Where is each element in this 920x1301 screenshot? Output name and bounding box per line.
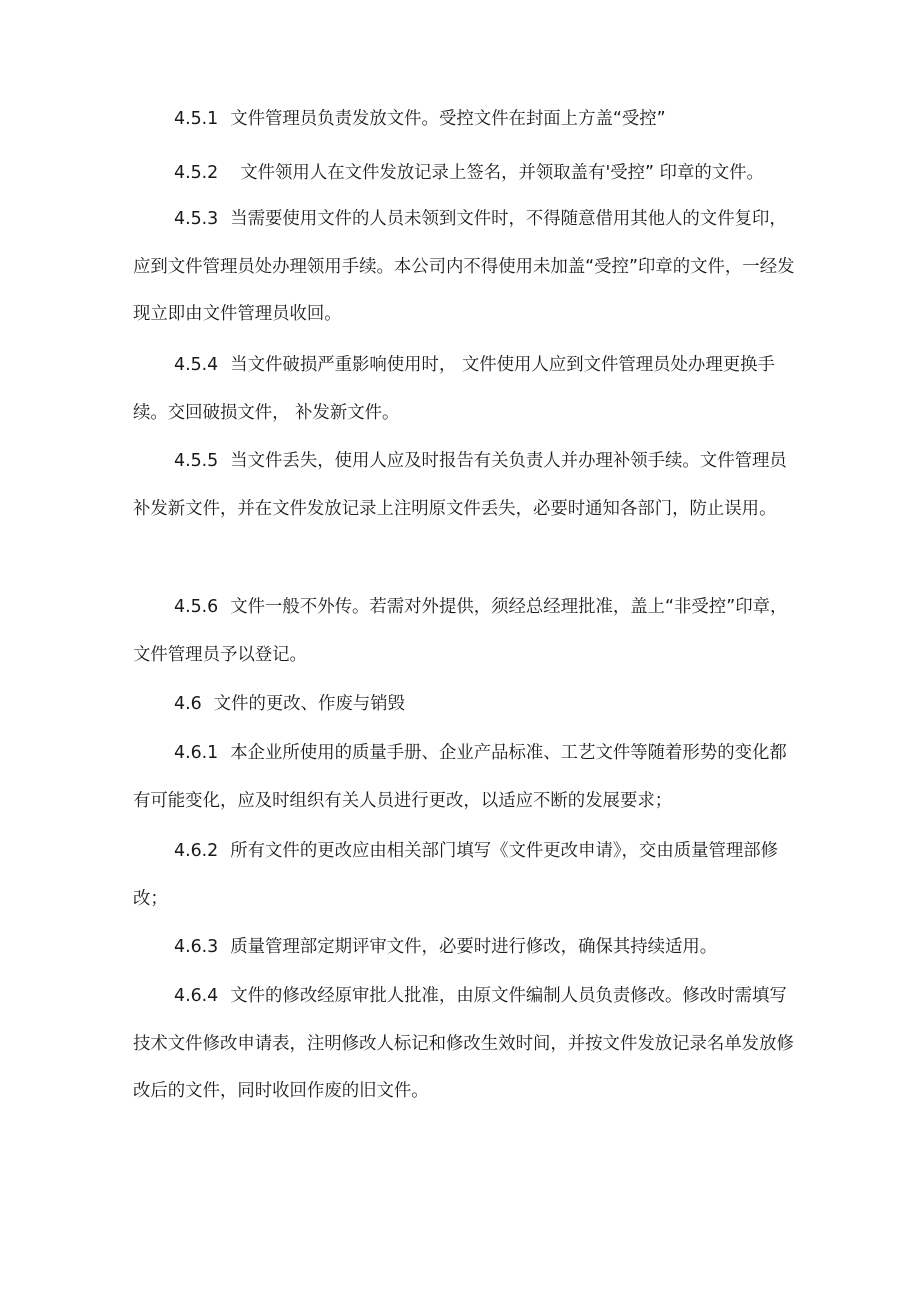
paragraph-text: 当文件破损严重影响使用时， 文件使用人应到文件管理员处办理更换手续。交回破损文件， 补发新文件。 [133, 355, 775, 423]
paragraph-text: 当需要使用文件的人员未领到文件时，不得随意借用其他人的文件复印，应到文件管理员处办理领用手续。本公司内不得使用未加盖“受控”印章的文件，一经发现立即由文件管理员收回。 [133, 209, 795, 324]
section-number: 4.5.4 [174, 355, 219, 375]
section-number: 4.6.3 [174, 937, 219, 957]
paragraph-text: 当文件丢失，使用人应及时报告有关负责人并办理补领手续。文件管理员补发新文件，并在文件发放记录上注明原文件丢失，必要时通知各部门，防止误用。 [133, 451, 787, 519]
paragraph-4-6-4 [133, 973, 795, 1116]
section-number: 4.6.2 [174, 841, 219, 861]
paragraph-4-5-1 [133, 96, 795, 144]
paragraph-4-5-2 [133, 150, 795, 198]
paragraph-text: 本企业所使用的质量手册、企业产品标准、工艺文件等随着形势的变化都有可能变化，应及时组织有关人员进行更改，以适应不断的发展要求； [133, 743, 787, 811]
paragraph-4-6-2 [133, 828, 795, 923]
paragraph-text: 质量管理部定期评审文件，必要时进行修改，确保其持续适用。 [230, 937, 718, 957]
paragraph-text: 文件领用人在文件发放记录上签名，并领取盖有'受控” 印章的文件。 [240, 163, 764, 183]
section-number: 4.5.6 [174, 597, 219, 617]
section-number: 4.5.2 [174, 163, 219, 183]
paragraph-text: 文件管理员负责发放文件。受控文件在封面上方盖“受控” [230, 109, 666, 129]
section-number: 4.6 [174, 694, 202, 714]
paragraph-text: 文件一般不外传。若需对外提供，须经总经理批准，盖上“非受控”印章，文件管理员予以登记。 [133, 597, 788, 665]
section-number: 4.5.3 [174, 209, 219, 229]
paragraph-4-5-3 [133, 196, 795, 339]
section-number: 4.5.5 [174, 451, 219, 471]
paragraph-text: 文件的修改经原审批人批准，由原文件编制人员负责修改。修改时需填写技术文件修改申请表，注明修改人标记和修改生效时间，并按文件发放记录名单发放修改后的文件，同时收回作废的旧文件。 [133, 986, 794, 1101]
section-title: 文件的更改、作废与销毁 [213, 694, 405, 714]
section-heading-4-6 [133, 681, 795, 729]
paragraph-4-5-4 [133, 342, 795, 437]
paragraph-4-5-5 [133, 438, 795, 533]
paragraph-text: 所有文件的更改应由相关部门填写《文件更改申请》，交由质量管理部修改； [133, 841, 779, 909]
paragraph-4-6-3 [133, 924, 795, 972]
section-number: 4.6.1 [174, 743, 219, 763]
paragraph-4-5-6 [133, 584, 795, 679]
section-number: 4.5.1 [174, 109, 219, 129]
section-number: 4.6.4 [174, 986, 219, 1006]
paragraph-4-6-1 [133, 730, 795, 825]
